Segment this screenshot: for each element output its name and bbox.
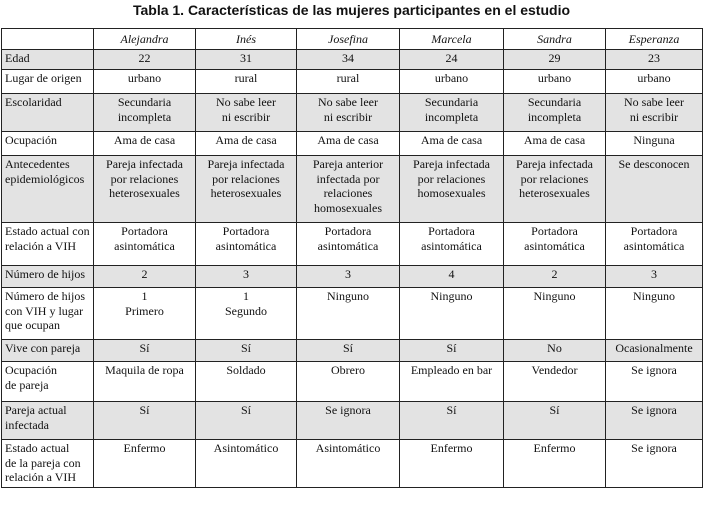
cell-line: Ninguna	[633, 133, 675, 147]
row-label	[2, 266, 94, 288]
cell-line: Se ignora	[631, 441, 677, 455]
cell-line: Portadora	[630, 224, 678, 238]
cell-line: Ninguno	[430, 289, 473, 303]
row-label	[2, 70, 94, 94]
cell-line: urbano	[127, 71, 162, 85]
cell-line: ni escribir	[323, 109, 373, 124]
cell-line: No	[547, 341, 562, 355]
table-cell	[400, 402, 504, 440]
cell-line: No sabe leer	[624, 95, 684, 109]
table-cell	[400, 94, 504, 132]
table-title: Tabla 1. Características de las mujeres participantes en el estudio	[132, 2, 571, 18]
table-cell	[297, 266, 400, 288]
cell-line: 2	[551, 267, 558, 281]
row-label-line: Lugar de origen	[5, 71, 82, 85]
cell-line: Pareja infectada	[207, 157, 285, 171]
row-label-line: Antecedentes	[5, 157, 70, 171]
cell-line: asintomática	[524, 238, 585, 253]
table-cell	[606, 288, 703, 340]
header-row	[2, 29, 703, 50]
column-header: Marcela	[400, 29, 504, 50]
cell-line: Enfermo	[123, 441, 166, 455]
table-cell	[196, 156, 297, 223]
cell-line: urbano	[537, 71, 572, 85]
cell-line: 23	[648, 51, 660, 65]
table-cell	[400, 223, 504, 266]
cell-line: Secundaria	[424, 95, 479, 109]
cell-line: por relaciones	[212, 171, 280, 186]
cell-line: 24	[445, 51, 458, 65]
table-cell	[297, 288, 400, 340]
cell-line: Portadora	[222, 224, 270, 238]
cell-line: Asintomático	[213, 441, 279, 455]
table-row	[2, 362, 703, 402]
table-cell	[196, 94, 297, 132]
cell-line: urbano	[434, 71, 469, 85]
table-cell	[196, 440, 297, 488]
row-label-line: epidemiológicos	[5, 171, 85, 186]
row-label-line: relación a VIH	[5, 238, 77, 253]
cell-line: Sí	[342, 341, 353, 355]
row-label	[2, 340, 94, 362]
cell-line: Enfermo	[533, 441, 576, 455]
cell-line: Secundaria	[527, 95, 582, 109]
table-row	[2, 70, 703, 94]
table-cell	[297, 340, 400, 362]
table-cell	[606, 50, 703, 70]
table-row	[2, 440, 703, 488]
table-cell	[94, 340, 196, 362]
cell-line: 3	[345, 267, 351, 281]
row-label-line: Pareja actual	[5, 403, 67, 417]
cell-line: Sí	[240, 341, 251, 355]
table-row	[2, 402, 703, 440]
row-label-line: de la pareja con	[5, 455, 81, 470]
cell-line: Sí	[446, 403, 457, 417]
cell-line: Se ignora	[631, 403, 677, 417]
cell-line: homosexuales	[314, 200, 382, 215]
participants-table	[1, 28, 703, 488]
table-cell	[196, 266, 297, 288]
cell-line: Portadora	[531, 224, 578, 238]
table-cell	[94, 402, 196, 440]
row-label-line: Ocupación	[5, 363, 57, 377]
cell-line: 31	[240, 51, 252, 65]
table-cell	[606, 266, 703, 288]
table-cell	[94, 50, 196, 70]
table-cell	[94, 440, 196, 488]
table-cell	[504, 132, 606, 156]
table-cell	[504, 156, 606, 223]
cell-line: Ama de casa	[113, 133, 176, 147]
cell-line: Ninguno	[533, 289, 576, 303]
cell-line: Ninguno	[633, 289, 675, 303]
row-label	[2, 288, 94, 340]
table-cell	[297, 94, 400, 132]
cell-line: asintomática	[623, 238, 685, 253]
table-cell	[297, 50, 400, 70]
row-label-line: Número de hijos	[5, 267, 85, 281]
cell-line: Maquila de ropa	[105, 363, 184, 377]
cell-line: Enfermo	[430, 441, 473, 455]
row-label-line: Estado actual con	[5, 224, 90, 238]
cell-line: No sabe leer	[216, 95, 276, 109]
cell-line: por relaciones	[417, 171, 486, 186]
cell-line: por relaciones	[520, 171, 589, 186]
table-cell	[504, 223, 606, 266]
table-cell	[504, 50, 606, 70]
table-cell	[400, 132, 504, 156]
row-label-line: relación a VIH	[5, 470, 77, 484]
cell-line: Se ignora	[631, 363, 677, 377]
cell-line: heterosexuales	[519, 186, 590, 200]
table-cell	[606, 70, 703, 94]
cell-line: Asintomático	[315, 441, 381, 455]
table-cell	[94, 132, 196, 156]
row-label-line: Número de hijos	[5, 289, 85, 303]
cell-line: asintomática	[215, 238, 277, 253]
table-cell	[606, 402, 703, 440]
cell-line: Vendedor	[531, 363, 578, 377]
cell-line: Portadora	[121, 224, 168, 238]
cell-line: 3	[651, 267, 657, 281]
table-cell	[196, 223, 297, 266]
table-cell	[196, 288, 297, 340]
table-cell	[606, 340, 703, 362]
row-label	[2, 402, 94, 440]
cell-line: rural	[234, 71, 258, 85]
table-cell	[297, 132, 400, 156]
column-header: Sandra	[504, 29, 606, 50]
row-label-line: Escolaridad	[5, 95, 62, 109]
cell-line: 1	[243, 289, 249, 303]
cell-line: por relaciones	[110, 171, 179, 186]
table-cell	[196, 70, 297, 94]
table-row	[2, 340, 703, 362]
cell-line: incompleta	[527, 109, 582, 124]
table-cell	[400, 266, 504, 288]
cell-line: Ama de casa	[215, 133, 277, 147]
cell-line: Ama de casa	[420, 133, 483, 147]
cell-line: Pareja infectada	[106, 157, 183, 171]
row-label-line: Vive con pareja	[5, 341, 81, 355]
table-cell	[606, 223, 703, 266]
row-label	[2, 50, 94, 70]
cell-line: ni escribir	[629, 109, 679, 124]
column-header: Josefina	[297, 29, 400, 50]
row-label-line: Ocupación	[5, 133, 57, 147]
table-cell	[504, 94, 606, 132]
cell-line: heterosexuales	[210, 186, 282, 200]
row-label-line: que ocupan	[5, 318, 60, 332]
row-label	[2, 156, 94, 223]
cell-line: Sí	[446, 341, 457, 355]
row-label	[2, 440, 94, 488]
table-row	[2, 223, 703, 266]
row-label-line: con VIH y lugar	[5, 303, 84, 318]
cell-line: Pareja infectada	[516, 157, 593, 171]
table-cell	[196, 402, 297, 440]
row-label	[2, 223, 94, 266]
cell-line: incompleta	[424, 109, 479, 124]
table-cell	[297, 156, 400, 223]
cell-line: Obrero	[331, 363, 365, 377]
table-cell	[400, 50, 504, 70]
row-label-line: infectada	[5, 417, 49, 432]
table-cell	[196, 50, 297, 70]
cell-line: Pareja infectada	[413, 157, 490, 171]
cell-line: 3	[243, 267, 249, 281]
cell-line: 22	[138, 51, 151, 65]
table-cell	[196, 132, 297, 156]
table-cell	[504, 402, 606, 440]
cell-line: Sí	[139, 403, 150, 417]
column-header: Alejandra	[94, 29, 196, 50]
table-cell	[606, 94, 703, 132]
cell-line: asintomática	[421, 238, 482, 253]
table-cell	[504, 340, 606, 362]
table-cell	[504, 70, 606, 94]
cell-line: Se desconocen	[618, 157, 690, 171]
cell-line: No sabe leer	[318, 95, 378, 109]
cell-line: Ama de casa	[317, 133, 379, 147]
cell-line: asintomática	[317, 238, 379, 253]
row-label-line: Estado actual	[5, 441, 70, 455]
row-label-line: Edad	[5, 51, 30, 65]
row-label	[2, 94, 94, 132]
column-header: Esperanza	[606, 29, 703, 50]
table-cell	[297, 402, 400, 440]
table-cell	[297, 362, 400, 402]
header-corner	[2, 29, 94, 50]
row-label	[2, 362, 94, 402]
table-cell	[297, 440, 400, 488]
table-cell	[94, 288, 196, 340]
table-cell	[400, 340, 504, 362]
table-cell	[400, 156, 504, 223]
cell-line: Sí	[240, 403, 251, 417]
cell-line: 34	[342, 51, 354, 65]
cell-line: Portadora	[428, 224, 475, 238]
cell-line: asintomática	[114, 238, 175, 253]
column-header: Inés	[196, 29, 297, 50]
cell-line: rural	[336, 71, 360, 85]
cell-line: Primero	[125, 303, 164, 318]
cell-line: Soldado	[226, 363, 266, 377]
cell-line: incompleta	[117, 109, 172, 124]
table-cell	[94, 362, 196, 402]
table-cell	[94, 266, 196, 288]
table-cell	[196, 340, 297, 362]
row-label-line: de pareja	[5, 377, 49, 392]
cell-line: 29	[548, 51, 561, 65]
row-label	[2, 132, 94, 156]
table-cell	[606, 362, 703, 402]
cell-line: ni escribir	[221, 109, 271, 124]
table-cell	[504, 288, 606, 340]
table-row	[2, 50, 703, 70]
table-row	[2, 132, 703, 156]
cell-line: 2	[141, 267, 148, 281]
cell-line: Ocasionalmente	[615, 341, 693, 355]
cell-line: Secundaria	[117, 95, 172, 109]
table-cell	[94, 70, 196, 94]
cell-line: Empleado en bar	[410, 363, 493, 377]
cell-line: relaciones	[323, 186, 373, 200]
table-cell	[196, 362, 297, 402]
table-cell	[504, 362, 606, 402]
table-cell	[400, 440, 504, 488]
cell-line: Ama de casa	[523, 133, 586, 147]
table-cell	[400, 70, 504, 94]
table-row	[2, 266, 703, 288]
cell-line: homosexuales	[417, 186, 486, 200]
table-cell	[606, 440, 703, 488]
cell-line: Ninguno	[327, 289, 369, 303]
table-row	[2, 94, 703, 132]
table-row	[2, 288, 703, 340]
table-cell	[94, 156, 196, 223]
table-cell	[400, 288, 504, 340]
table-row	[2, 156, 703, 223]
cell-line: urbano	[637, 71, 671, 85]
cell-line: Sí	[139, 341, 150, 355]
table-cell	[504, 440, 606, 488]
cell-line: Se ignora	[325, 403, 371, 417]
table-cell	[606, 156, 703, 223]
cell-line: 4	[448, 267, 455, 281]
cell-line: Pareja anterior	[312, 157, 384, 171]
table-cell	[400, 362, 504, 402]
cell-line: heterosexuales	[109, 186, 180, 200]
table-cell	[94, 223, 196, 266]
table-cell	[297, 223, 400, 266]
cell-line: infectada por	[316, 171, 380, 186]
table-cell	[504, 266, 606, 288]
table-cell	[94, 94, 196, 132]
table-cell	[606, 132, 703, 156]
cell-line: Segundo	[225, 303, 267, 318]
table-cell	[297, 70, 400, 94]
cell-line: 1	[141, 289, 148, 303]
cell-line: Sí	[549, 403, 560, 417]
cell-line: Portadora	[324, 224, 372, 238]
